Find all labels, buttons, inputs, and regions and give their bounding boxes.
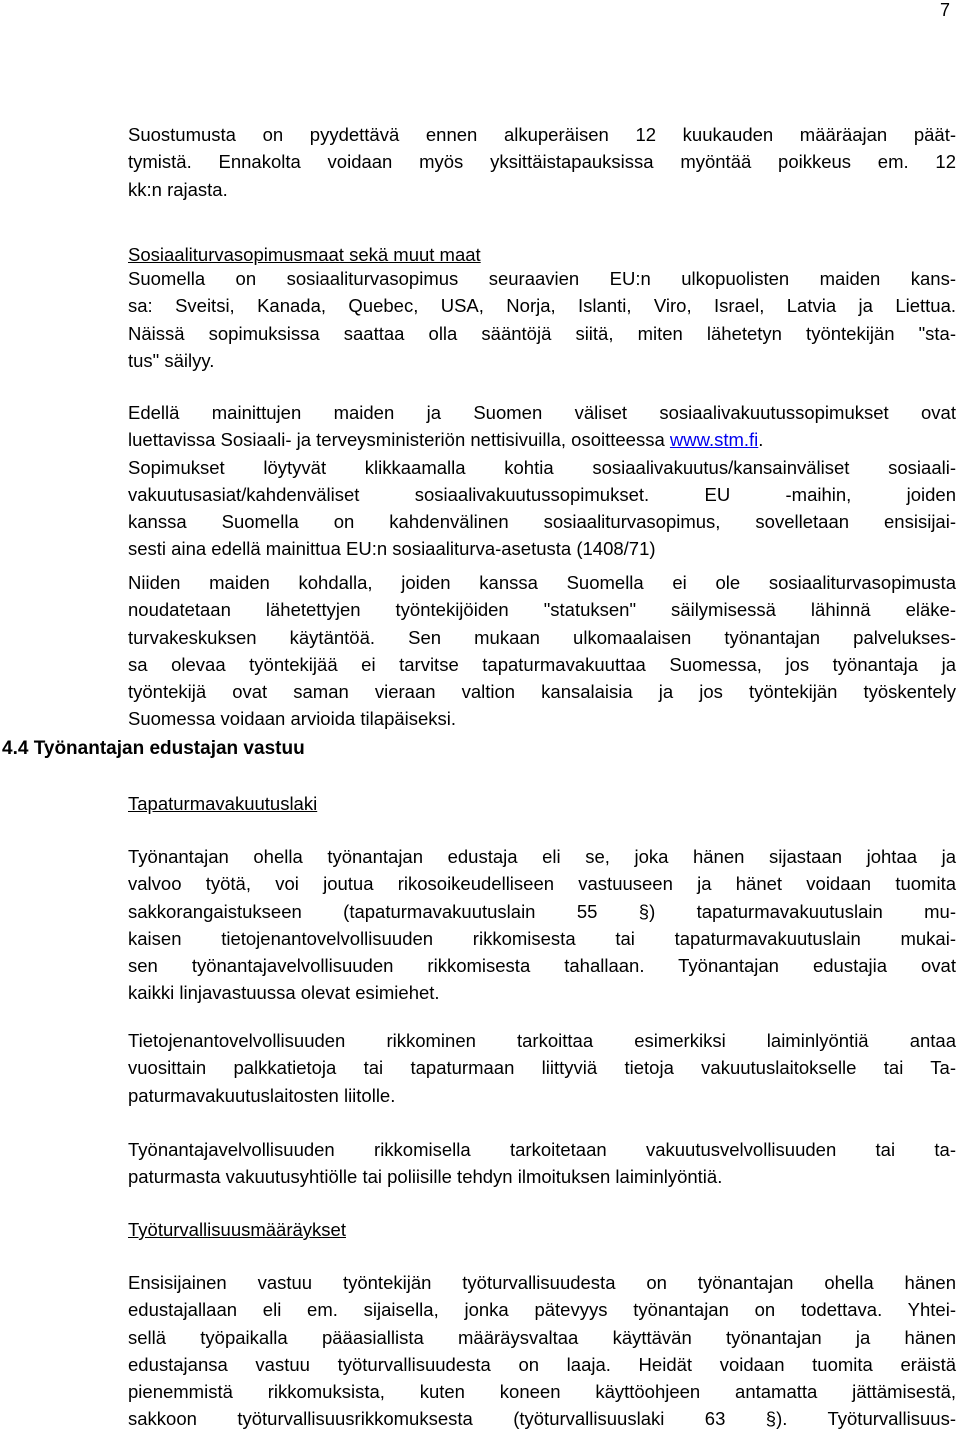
text-line: kanssa Suomella on kahdenvälinen sosiaaliturvasopimus, sovelletaan ensisijai- [128,511,956,533]
paragraph-suostumus [128,121,956,203]
paragraph-tyonantajan [128,843,956,1007]
text-line: paturmasta vakuutusyhtiölle tai poliisille tehdyn ilmoituksen laiminlyöntiä. [128,1166,723,1188]
text-line: valvoo työtä, voi joutua rikosoikeudelliseen vastuuseen ja hänet voidaan tuomita [128,873,956,895]
text-line: Sopimukset löytyvät klikkaamalla kohtia sosiaalivakuutus/kansainväliset sosiaali- [128,456,956,478]
text-line: Suomessa voidaan arvioida tilapäiseksi. [128,708,457,730]
subheading-tyoturvallisuusmaaraykset: Työturvallisuusmääräykset [128,1219,346,1240]
paragraph-suomella [128,265,956,374]
text-line: sellä työpaikalla pääasiallista määräysvaltaa käyttävän työnantajan ja hänen [128,1326,956,1348]
text-line: Suomella on sosiaaliturvasopimus seuraavien EU:n ulkopuolisten maiden kans- [128,268,956,289]
text-line: turvakeskuksen käytäntöä. Sen mukaan ulkomaalaisen työnantajan palvelukses- [128,626,956,648]
text-line: tymistä. Ennakolta voidaan myös yksittäistapauksissa myöntää poikkeus em. 12 [128,151,956,173]
section-heading: 4.4 Työnantajan edustajan vastuu [2,738,305,759]
text-line: sakkorangaistukseen (tapaturmavakuutuslain 55 §) tapaturmavakuutuslain mu- [128,900,956,922]
text-line: kaisen tietojenantovelvollisuuden rikkomisesta tai tapaturmavakuutuslain mukai- [128,927,956,949]
text-line-with-link: luettavissa Sosiaali- ja terveysministeriön nettisivuilla, osoitteessa www.stm.fi. [128,429,764,451]
text-line: noudatetaan lähetettyjen työntekijöiden "statuksen" säilymisessä lähinnä eläke- [128,599,956,621]
text-line: Edellä mainittujen maiden ja Suomen väliset sosiaalivakuutussopimukset ovat [128,402,956,423]
stm-link[interactable]: www.stm.fi [669,429,759,451]
text-line: Työnantajan ohella työnantajan edustaja eli se, joka hänen sijastaan johtaa ja [128,846,956,867]
text-line: Ensisijainen vastuu työntekijän työturvallisuudesta on työnantajan ohella hänen [128,1272,956,1293]
text-line: paturmavakuutuslaitosten liitolle. [128,1084,396,1106]
subheading-tapaturmavakuutuslaki: Tapaturmavakuutuslaki [128,793,318,814]
paragraph-edella [128,399,956,563]
text-line: vakuutusasiat/kahdenväliset sosiaalivakuutussopimukset. EU -maihin, joiden [128,483,956,505]
text-line: sakkoon työturvallisuusrikkomuksesta (työturvallisuuslaki 63 §). Työturvallisuus- [128,1408,956,1430]
text-line: vuosittain palkkatietoja tai tapaturmaan liittyviä tietoja vakuutuslaitokselle tai Ta- [128,1057,956,1079]
text-line: sesti aina edellä mainittua EU:n sosiaaliturva-asetusta (1408/71) [128,538,656,560]
text-line: Näissä sopimuksissa saattaa olla sääntöjä siitä, miten lähetetyn työntekijän "sta- [128,322,956,344]
paragraph-ensisijainen [128,1269,956,1433]
text-line: Niiden maiden kohdalla, joiden kanssa Suomella ei ole sosiaaliturvasopimusta [128,572,956,593]
text-line: edustajansa vastuu työturvallisuudesta on laaja. Heidät voidaan tuomita eräistä [128,1353,956,1375]
subheading-sosiaaliturvasopimusmaat: Sosiaaliturvasopimusmaat sekä muut maat [128,244,481,265]
text-line: sa olevaa työntekijää ei tarvitse tapaturmavakuuttaa Suomessa, jos työnantaja ja [128,653,956,675]
paragraph-niiden [128,569,956,733]
page-number: 7 [939,0,950,20]
text-line: Suostumusta on pyydettävä ennen alkuperäisen 12 kuukauden määräajan päät- [128,124,956,145]
text-line: Työnantajavelvollisuuden rikkomisella tarkoitetaan vakuutusvelvollisuuden tai ta- [128,1139,956,1160]
text-line: kk:n rajasta. [128,178,228,200]
text-line: edustajallaan eli em. sijaisella, jonka pätevyys työnantajan on todettava. Yhtei- [128,1299,956,1321]
text-line: sen työnantajavelvollisuuden rikkomisesta tahallaan. Työnantajan edustajia ovat [128,955,956,977]
text-line: pienemmistä rikkomuksista, kuten koneen käyttöohjeen antamatta jättämisestä, [128,1381,956,1403]
text-line: tus" säilyy. [128,349,215,371]
text-line: työntekijä ovat saman vieraan valtion kansalaisia ja jos työntekijän työskentely [128,681,956,703]
text-line: Tietojenantovelvollisuuden rikkominen tarkoittaa esimerkiksi laiminlyöntiä antaa [128,1030,956,1051]
paragraph-tietojenanto [128,1027,956,1109]
text-line: kaikki linjavastuussa olevat esimiehet. [128,982,440,1004]
text-line: sa: Sveitsi, Kanada, Quebec, USA, Norja, Islanti, Viro, Israel, Latvia ja Liettua. [128,295,956,317]
paragraph-tyonantajavelvollisuus [128,1136,956,1191]
